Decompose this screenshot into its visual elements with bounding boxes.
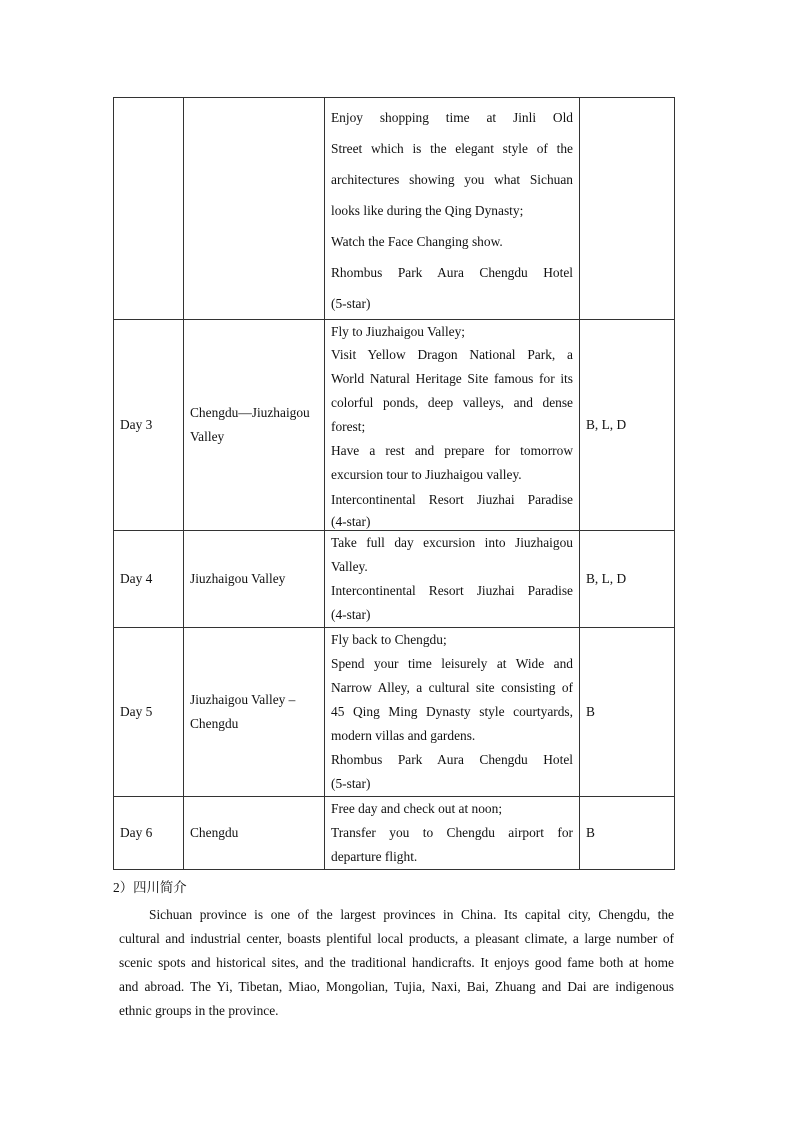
itinerary-row-day-5 [114,628,675,797]
activity-line: Street which is the elegant style of the [331,141,573,156]
activity-line: Watch the Face Changing show. [331,234,503,249]
meals-cell: B, L, D [580,531,675,628]
activity-line: modern villas and gardens. [331,728,476,743]
itinerary-row-continued [114,98,675,320]
section-heading: 2）四川简介 [113,880,187,895]
paragraph-line: and abroad. The Yi, Tibetan, Miao, Mongolian, Tujia, Naxi, Bai, Zhuang and Dai are indigenous [119,979,674,994]
meals-cell: B [580,628,675,797]
activity-line: Rhombus Park Aura Chengdu Hotel [331,265,573,280]
activity-line: Enjoy shopping time at Jinli Old [331,110,573,125]
route-cell: Jiuzhaigou Valley – Chengdu [184,628,325,797]
day-cell: Day 3 [114,320,184,531]
itinerary-row-day-3 [114,320,675,531]
activities-cell [325,797,580,870]
activity-line: (4-star) [331,607,371,622]
itinerary-row-day-4 [114,531,675,628]
activity-line: architectures showing you what Sichuan [331,172,573,187]
itinerary-table [113,97,675,870]
itinerary-row-day-6 [114,797,675,870]
paragraph-line: cultural and industrial center, boasts plentiful local products, a pleasant climate, a large number of [119,931,674,946]
activity-line: Have a rest and prepare for tomorrow [331,443,573,458]
activities-cell [325,628,580,797]
activity-line: Valley. [331,559,368,574]
day-cell [114,98,184,320]
activity-line: Intercontinental Resort Jiuzhai Paradise [331,583,573,598]
activity-line: Visit Yellow Dragon National Park, a [331,347,573,362]
activity-line: Narrow Alley, a cultural site consisting of [331,680,573,695]
activity-line: Fly to Jiuzhaigou Valley; [331,324,466,339]
activity-line: Spend your time leisurely at Wide and [331,656,573,671]
activity-line: Free day and check out at noon; [331,801,503,816]
activity-line: (5-star) [331,296,371,311]
meals-cell: B [580,797,675,870]
day-cell: Day 5 [114,628,184,797]
paragraph-line: scenic spots and historical sites, and the traditional handicrafts. It enjoys good fame both at home [119,955,674,970]
day-cell: Day 6 [114,797,184,870]
paragraph-line: ethnic groups in the province. [119,1003,279,1018]
activity-line: Transfer you to Chengdu airport for [331,825,573,840]
meals-cell [580,98,675,320]
activity-line: Rhombus Park Aura Chengdu Hotel [331,752,573,767]
activity-line: colorful ponds, deep valleys, and dense [331,395,573,410]
activity-line: departure flight. [331,849,418,864]
activities-cell [325,531,580,628]
activity-line: Take full day excursion into Jiuzhaigou [331,535,573,550]
route-cell: Chengdu [184,797,325,870]
day-cell: Day 4 [114,531,184,628]
activity-line: looks like during the Qing Dynasty; [331,203,524,218]
route-cell [184,98,325,320]
route-cell: Jiuzhaigou Valley [184,531,325,628]
activities-cell [325,320,580,531]
route-cell: Chengdu—Jiuzhaigou Valley [184,320,325,531]
activity-line: Intercontinental Resort Jiuzhai Paradise [331,492,573,507]
activity-line: Fly back to Chengdu; [331,632,447,647]
meals-cell: B, L, D [580,320,675,531]
activity-line: (5-star) [331,776,371,791]
paragraph-line: Sichuan province is one of the largest provinces in China. Its capital city, Chengdu, the [149,907,674,922]
activities-cell [325,98,580,320]
activity-line: (4-star) [331,514,371,529]
activity-line: 45 Qing Ming Dynasty style courtyards, [331,704,573,719]
activity-line: excursion tour to Jiuzhaigou valley. [331,467,522,482]
activity-line: World Natural Heritage Site famous for its [331,371,573,386]
sichuan-intro-paragraph [119,903,674,1023]
activity-line: forest; [331,419,366,434]
